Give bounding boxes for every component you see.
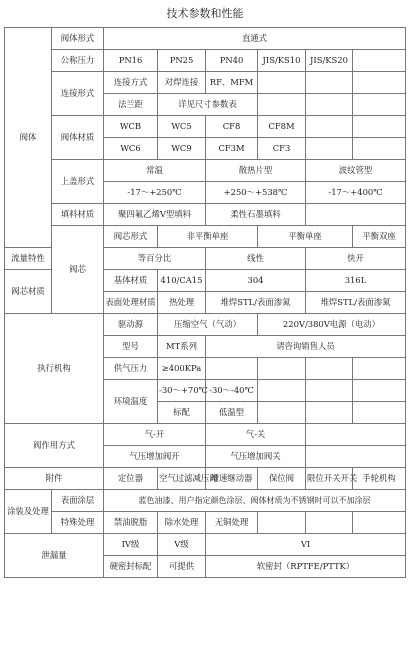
cell: 平衡单座	[258, 226, 353, 248]
row-label: 阀体形式	[52, 28, 104, 50]
cell	[353, 50, 406, 72]
cell	[306, 446, 406, 468]
cell: 硬密封标配	[104, 556, 158, 578]
cell: -17～+250℃	[104, 182, 206, 204]
table-row	[5, 468, 406, 490]
table-row	[5, 204, 406, 226]
cell: 直通式	[104, 28, 406, 50]
cell: 堆焊STL/表面渗氮	[306, 292, 406, 314]
table-row	[5, 226, 406, 248]
cell: 蓝色油漆、用户指定颜色涂层、阀体材质为不锈钢时可以不加涂层	[104, 490, 406, 512]
cell: 保位阀	[258, 468, 306, 490]
cell: -30～-40℃	[206, 380, 258, 402]
cell: JIS/KS20	[306, 50, 353, 72]
cell: 压缩空气（气动）	[158, 314, 258, 336]
cell: 气压增加阀开	[104, 446, 206, 468]
table-row	[5, 490, 406, 512]
cell: 聚四氟乙烯V型填料	[104, 204, 206, 226]
section-leakage: 泄漏量	[5, 534, 104, 578]
cell	[353, 402, 406, 424]
cell: MT系列	[158, 336, 206, 358]
table-row	[5, 72, 406, 94]
cell: 低温型	[206, 402, 258, 424]
cell	[306, 138, 353, 160]
spec-table	[4, 27, 406, 578]
table-row	[5, 116, 406, 138]
table-row	[5, 512, 406, 534]
row-label: 公称压力	[52, 50, 104, 72]
table-row	[5, 424, 406, 446]
cell	[258, 402, 306, 424]
cell: 禁油脱脂	[104, 512, 158, 534]
cell	[306, 72, 353, 94]
cell: 限位开关开关	[306, 468, 353, 490]
cell	[206, 358, 258, 380]
cell: CF8M	[258, 116, 306, 138]
row-label: 连接形式	[52, 72, 104, 116]
cell: 316L	[306, 270, 406, 292]
row-label: 驱动源	[104, 314, 158, 336]
cell	[306, 204, 406, 226]
row-label: 上盖形式	[52, 160, 104, 204]
cell: 快开	[306, 248, 406, 270]
section-accessories: 附件	[5, 468, 104, 490]
cell	[258, 358, 306, 380]
cell	[258, 72, 306, 94]
cell: CF3M	[206, 138, 258, 160]
cell: PN40	[206, 50, 258, 72]
section-action: 阀作用方式	[5, 424, 104, 468]
cell: 空气过滤减压阀	[158, 468, 206, 490]
cell	[353, 94, 406, 116]
cell: V级	[158, 534, 206, 556]
cell: 热处理	[158, 292, 206, 314]
cell: 详见尺寸参数表	[158, 94, 258, 116]
cell: 220V/380V电源（电动）	[258, 314, 406, 336]
cell: 气-关	[206, 424, 306, 446]
cell: 对焊连接	[158, 72, 206, 94]
table-row	[5, 160, 406, 182]
section-valve-body: 阀体	[5, 28, 52, 248]
cell	[306, 380, 353, 402]
cell: 可提供	[158, 556, 206, 578]
cell: 法兰距	[104, 94, 158, 116]
cell: CF3	[258, 138, 306, 160]
cell: 散热片型	[206, 160, 306, 182]
row-label: 阀芯材质	[5, 270, 52, 314]
cell	[258, 94, 306, 116]
cell: 手轮机构	[353, 468, 406, 490]
cell	[353, 380, 406, 402]
cell: 平衡双座	[353, 226, 406, 248]
cell: 堆焊STL/表面渗氮	[206, 292, 306, 314]
cell: +250～+538℃	[206, 182, 306, 204]
cell	[306, 512, 353, 534]
cell: 气-开	[104, 424, 206, 446]
row-label: 环境温度	[104, 380, 158, 424]
cell: WC9	[158, 138, 206, 160]
cell	[306, 358, 353, 380]
cell: 请咨询销售人员	[206, 336, 406, 358]
cell: 柔性石墨填料	[206, 204, 306, 226]
cell	[353, 116, 406, 138]
section-actuator: 执行机构	[5, 314, 104, 424]
cell: 410/CA15	[158, 270, 206, 292]
cell: 304	[206, 270, 306, 292]
row-label: 阀芯形式	[104, 226, 158, 248]
cell: PN25	[158, 50, 206, 72]
row-label: 填料材质	[52, 204, 104, 226]
cell: -17～+400℃	[306, 182, 406, 204]
cell: -30～+70℃	[158, 380, 206, 402]
cell	[306, 424, 406, 446]
cell	[306, 94, 353, 116]
row-label: 型号	[104, 336, 158, 358]
cell	[353, 358, 406, 380]
section-valve-core: 阀芯	[52, 226, 104, 314]
row-label: 阀体材质	[52, 116, 104, 160]
row-label: 供气压力	[104, 358, 158, 380]
cell	[353, 72, 406, 94]
cell	[306, 116, 353, 138]
section-painting: 涂装及处理	[5, 490, 52, 534]
row-label: 流量特性	[5, 248, 52, 270]
cell: IV级	[104, 534, 158, 556]
cell: WC6	[104, 138, 158, 160]
cell	[306, 402, 353, 424]
cell: 无铜处理	[206, 512, 258, 534]
cell: WC5	[158, 116, 206, 138]
cell: WCB	[104, 116, 158, 138]
sub-label: 表面处理材质	[104, 292, 158, 314]
cell	[353, 512, 406, 534]
cell: 标配	[158, 402, 206, 424]
cell: 气压增加阀关	[206, 446, 306, 468]
cell: PN16	[104, 50, 158, 72]
sub-label: 基体材质	[104, 270, 158, 292]
cell: 波纹管型	[306, 160, 406, 182]
cell	[258, 512, 306, 534]
cell: 定位器	[104, 468, 158, 490]
cell: 连接方式	[104, 72, 158, 94]
table-row	[5, 50, 406, 72]
cell: ≥400KPa	[158, 358, 206, 380]
cell	[353, 138, 406, 160]
cell: 等百分比	[104, 248, 206, 270]
table-row	[5, 28, 406, 50]
cell: 软密封（RPTFE/PTTK）	[206, 556, 406, 578]
cell: 常温	[104, 160, 206, 182]
cell: 非平衡单座	[158, 226, 258, 248]
table-row	[5, 314, 406, 336]
cell: JIS/KS10	[258, 50, 306, 72]
page-title: 技术参数和性能	[166, 7, 244, 20]
cell: RF、MFM	[206, 72, 258, 94]
table-row	[5, 534, 406, 556]
cell: 除水处理	[158, 512, 206, 534]
cell: 线性	[206, 248, 306, 270]
row-label: 特殊处理	[52, 512, 104, 534]
row-label: 表面涂层	[52, 490, 104, 512]
cell: CF8	[206, 116, 258, 138]
cell: 增速继动器	[206, 468, 258, 490]
cell	[258, 380, 306, 402]
cell: VI	[206, 534, 406, 556]
